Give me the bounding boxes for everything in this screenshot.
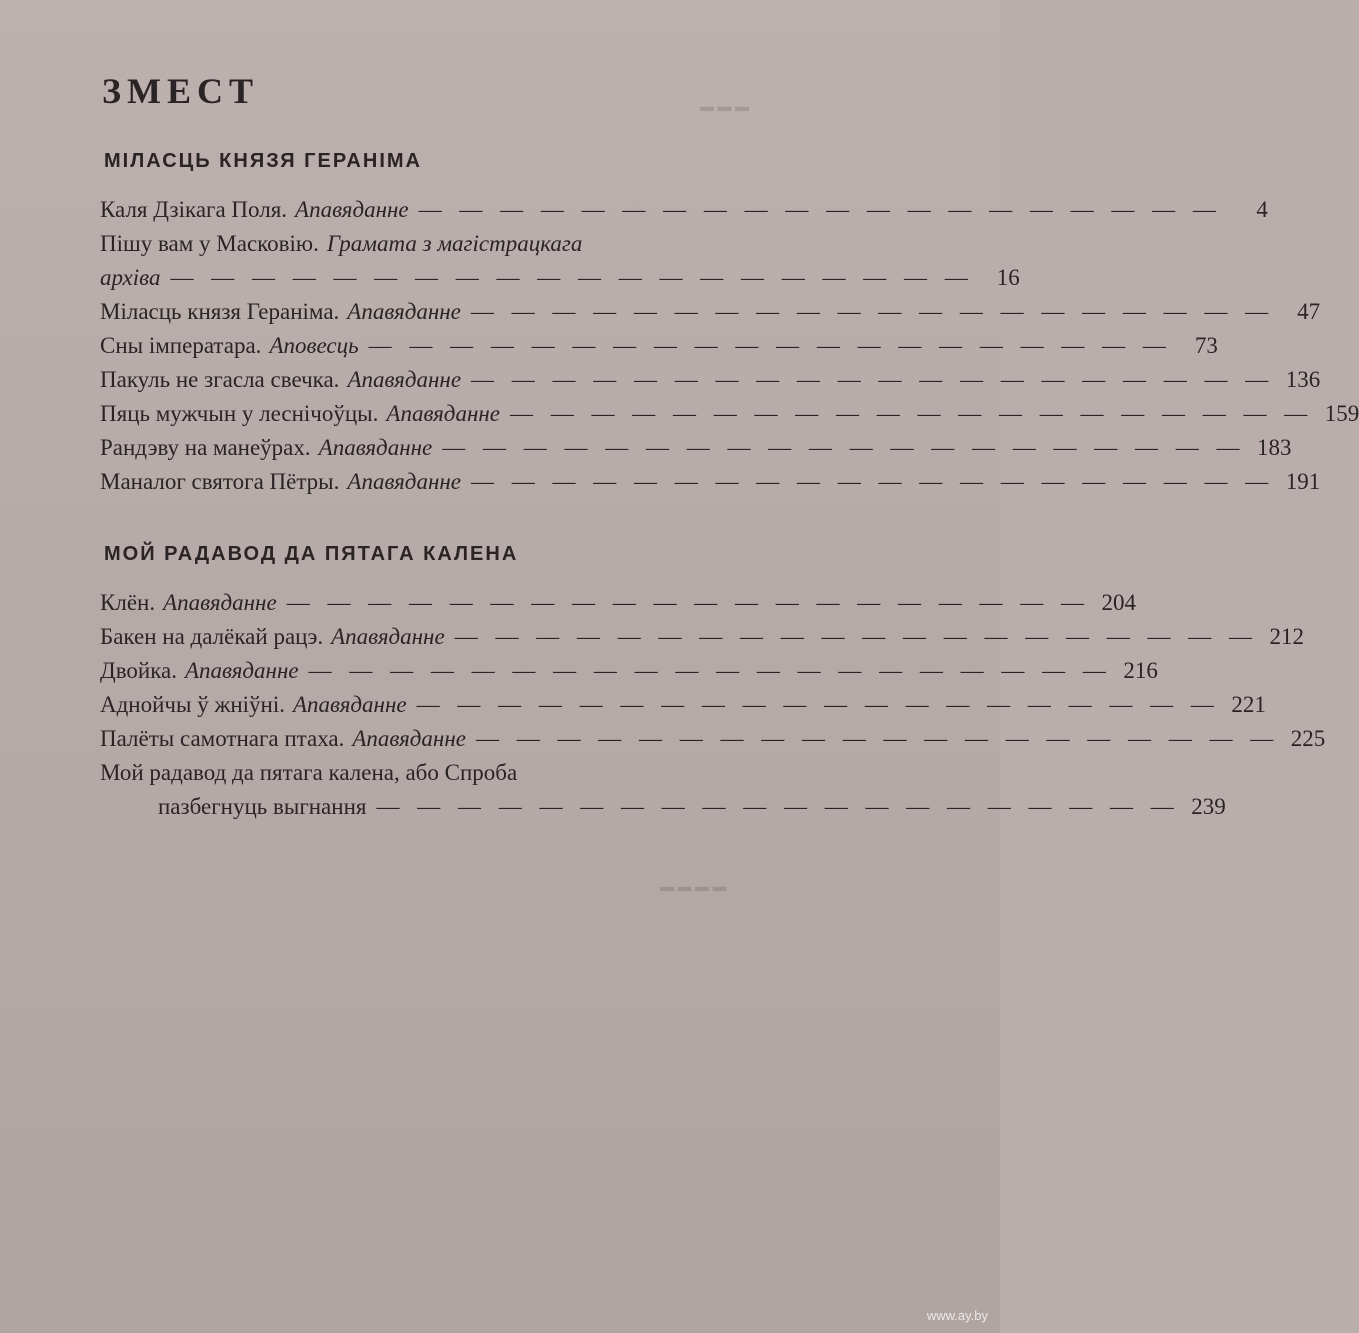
entry-title: Пакуль не згасла свечка. [100,367,340,392]
entry-title: Двойка. [100,658,177,683]
entry-title: Пяць мужчын у леснічоўцы. [100,401,379,426]
entry-genre: Апавяданне [386,401,500,426]
toc-entry [100,586,1136,620]
table-of-contents [100,70,1359,868]
entry-title: Пішу вам у Масковію. [100,231,319,256]
entry-genre: Апавяданне [347,299,461,324]
toc-entry [100,193,1268,227]
toc-entry [100,654,1158,688]
entry-genre: Апавяданне [347,367,462,392]
entry-page: 16 [996,265,1020,290]
leader-dashes: — — — — — — — — — — — — — — — — — — — — [475,726,1280,751]
entry-page: 204 [1101,590,1136,615]
leader-dashes: — — — — — — — — — — — — — — — — — — — — [170,265,974,290]
entry-title: Каля Дзікага Поля. [100,197,288,222]
toc-entry [100,227,1020,295]
toc-entry [100,722,1326,756]
entry-genre: Апавяданне [347,469,461,494]
entry-page: 136 [1285,367,1321,392]
toc-entry [100,363,1321,397]
entry-page: 212 [1269,624,1304,649]
leader-dashes: — — — — — — — — — — — — — — — — — — — — [470,469,1275,494]
leader-dashes: — — — — — — — — — — — — — — — — — — — — [470,299,1275,324]
leader-dashes: — — — — — — — — — — — — — — — — — — — — [308,658,1112,683]
section-title: МОЙ РАДАВОД ДА ПЯТАГА КАЛЕНА [104,543,519,565]
entry-page: 216 [1123,658,1158,683]
toc-entry [100,620,1304,654]
entry-title: Клён. [100,590,156,615]
entry-page: 239 [1191,794,1226,819]
toc-entry [100,688,1266,722]
entry-genre-continued: архіва [100,265,161,290]
entry-genre: Аповесць [269,333,359,358]
entry-title-continued: пазбегнуць выгнання [158,794,367,819]
leader-dashes: — — — — — — — — — — — — — — — — — — — — [376,794,1180,819]
leader-dashes: — — — — — — — — — — — — — — — — — — — — [509,401,1314,426]
entry-title: Міласць князя Гераніма. [100,299,340,324]
entry-page: 47 [1297,299,1321,324]
toc-entry [100,329,1218,363]
entry-genre: Апавяданне [318,435,433,460]
leader-dashes: — — — — — — — — — — — — — — — — — — — — [442,435,1246,460]
bleed-through-text: ▬ ▬ ▬ [700,100,749,115]
leader-dashes: — — — — — — — — — — — — — — — — — — — — [418,197,1222,222]
entry-genre: Апавяданне [295,197,409,222]
bleed-through-text: ▬ ▬ ▬ ▬ [660,880,727,895]
entry-title: Аднойчы ў жніўні. [100,692,285,717]
entry-page: 221 [1231,692,1266,717]
entry-page: 159 [1324,401,1359,426]
entry-page: 225 [1290,726,1326,751]
entry-genre: Апавяданне [352,726,466,751]
entry-title: Рандэву на манеўрах. [100,435,311,460]
toc-entry [100,431,1292,465]
toc-section [100,150,1359,499]
entry-title: Сны імператара. [100,333,262,358]
entry-page: 4 [1256,197,1268,222]
leader-dashes: — — — — — — — — — — — — — — — — — — — — [416,692,1220,717]
section-title: МІЛАСЦЬ КНЯЗЯ ГЕРАНІМА [104,150,422,172]
entry-genre: Грамата з магістрацкага [326,231,583,256]
toc-entry [100,756,1226,824]
entry-title: Палёты самотнага птаха. [100,726,345,751]
toc-section [100,543,1326,824]
leader-dashes: — — — — — — — — — — — — — — — — — — — — [454,624,1258,649]
entry-title: Бакен на далёкай рацэ. [100,624,324,649]
toc-heading: ЗМЕСТ [102,71,260,111]
entry-genre: Апавяданне [185,658,299,683]
entry-genre: Апавяданне [293,692,407,717]
entry-genre: Апавяданне [331,624,445,649]
entry-page: 191 [1285,469,1321,494]
toc-entry [100,397,1359,431]
leader-dashes: — — — — — — — — — — — — — — — — — — — — [471,367,1275,392]
entry-page: 183 [1256,435,1292,460]
entry-title: Маналог святога Пётры. [100,469,340,494]
entry-page: 73 [1194,333,1218,358]
entry-genre: Апавяданне [163,590,277,615]
leader-dashes: — — — — — — — — — — — — — — — — — — — — [286,590,1090,615]
entry-title: Мой радавод да пятага калена, або Спроба [100,760,518,785]
toc-entry [100,295,1321,329]
watermark: www.ay.by [926,1308,988,1323]
toc-entry [100,465,1321,499]
leader-dashes: — — — — — — — — — — — — — — — — — — — — [368,333,1172,358]
